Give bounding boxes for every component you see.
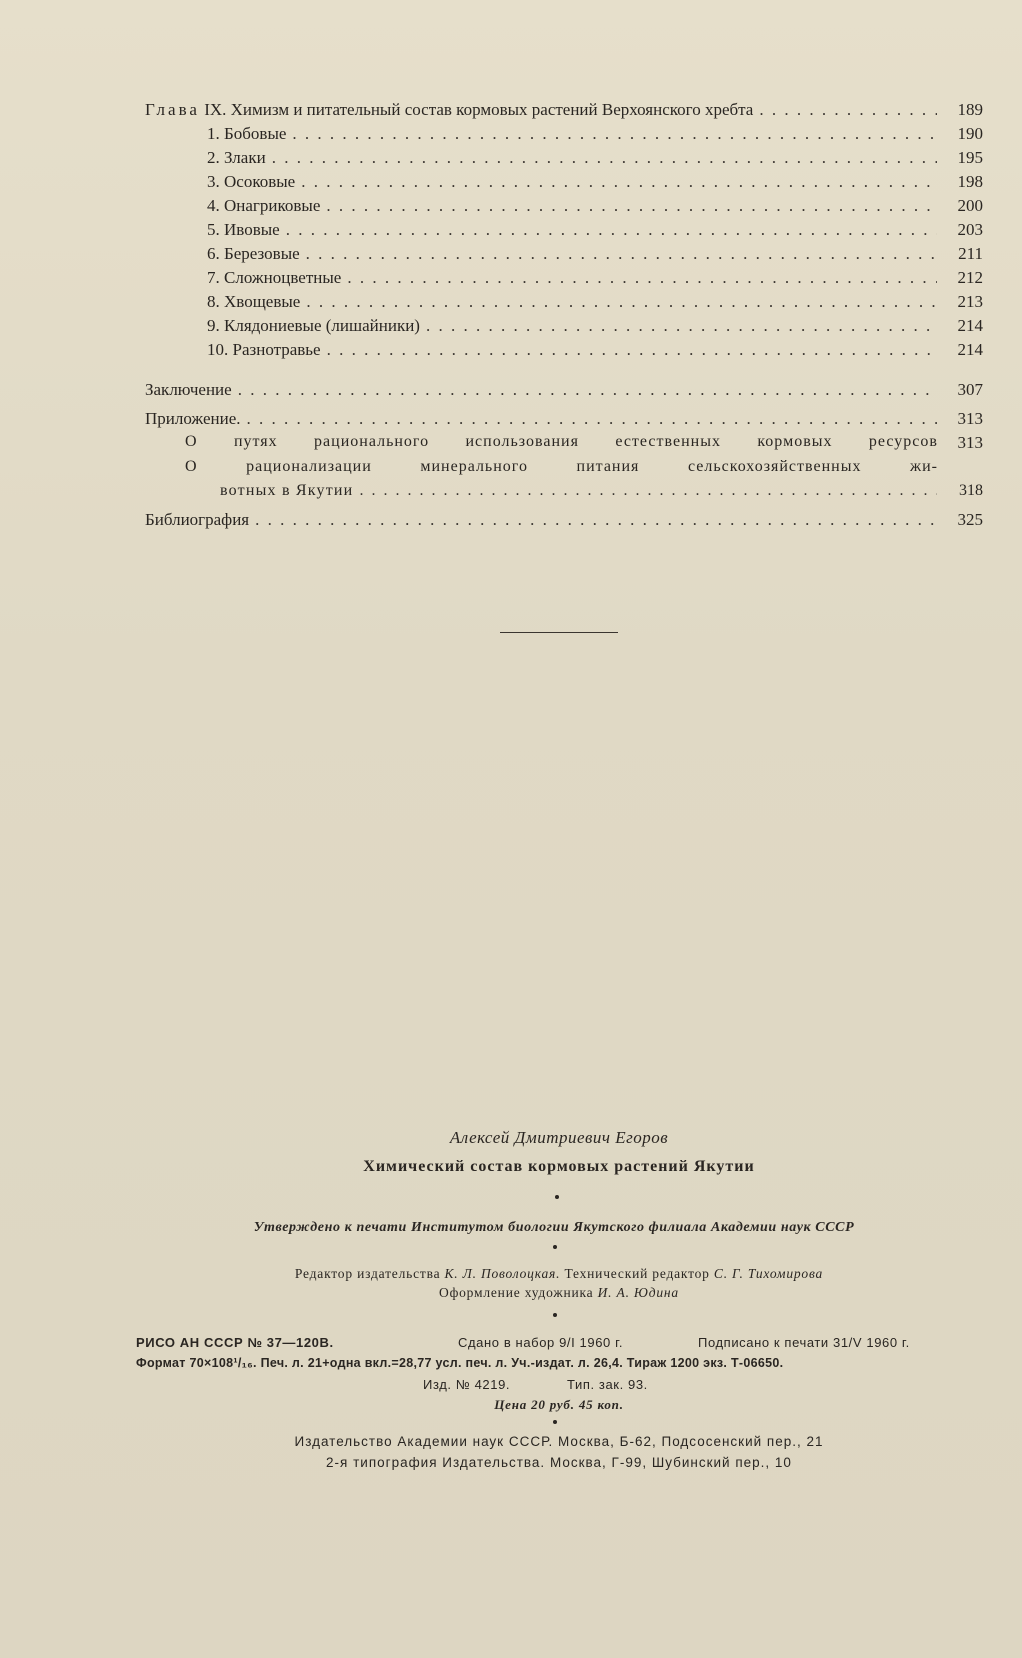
toc-item-page: 200 bbox=[957, 196, 983, 215]
toc-item-label: 3. Осоковые bbox=[207, 172, 296, 191]
leader-dots bbox=[301, 172, 937, 192]
toc-chapter-row bbox=[145, 100, 983, 124]
conclusion-label: Заключение bbox=[145, 380, 232, 399]
toc-item-page: 214 bbox=[957, 316, 983, 335]
publisher-line: Издательство Академии наук СССР. Москва, Б-62, Подсосенский пер., 21 bbox=[294, 1434, 824, 1449]
toc-item bbox=[145, 292, 983, 316]
toc-item-page: 195 bbox=[957, 148, 983, 167]
toc-item bbox=[145, 148, 983, 172]
toc-bibliography-row bbox=[145, 510, 983, 534]
toc-item bbox=[145, 244, 983, 268]
bibliography-label: Библиография bbox=[145, 510, 250, 529]
toc-appendix-row bbox=[145, 409, 983, 433]
leader-dots bbox=[238, 380, 937, 400]
leader-dots bbox=[426, 316, 937, 336]
leader-dots bbox=[272, 148, 937, 168]
toc-item-page: 211 bbox=[958, 244, 983, 263]
leader-dots bbox=[306, 292, 937, 312]
leader-dots bbox=[292, 124, 937, 144]
toc-item-label: 2. Злаки bbox=[207, 148, 266, 167]
bullet-separator bbox=[555, 1195, 559, 1199]
appendix-page: 313 bbox=[957, 409, 983, 428]
toc-item-label: 8. Хвощевые bbox=[207, 292, 301, 311]
bullet-separator bbox=[553, 1245, 557, 1249]
leader-dots bbox=[327, 340, 937, 360]
toc-item bbox=[145, 220, 983, 244]
toc-item-label: 7. Сложноцветные bbox=[207, 268, 342, 287]
toc-item bbox=[145, 196, 983, 220]
toc-item-label: 1. Бобовые bbox=[207, 124, 287, 143]
imprint-riso: РИСО АН СССР № 37—120В. bbox=[136, 1335, 334, 1350]
toc-item bbox=[145, 124, 983, 148]
leader-dots bbox=[286, 220, 937, 240]
leader-dots bbox=[326, 196, 937, 216]
toc-item bbox=[145, 172, 983, 196]
printer-line: 2-я типография Издательства. Москва, Г-99, Шубинский пер., 10 bbox=[326, 1455, 792, 1470]
appendix-sub2-line2: вотных в Якутии . . . 318 bbox=[220, 482, 983, 506]
leader-dots bbox=[255, 510, 937, 530]
approval-line: Утверждено к печати Институтом биологии Якутского филиала Академии наук СССР bbox=[253, 1220, 855, 1235]
editor-line: Редактор издательства К. Л. Поволоцкая. Технический редактор С. Г. Тихомирова bbox=[294, 1266, 824, 1281]
bullet-separator bbox=[553, 1313, 557, 1317]
toc-item-page: 198 bbox=[957, 172, 983, 191]
appendix-sub1-text: О путях рационального использования естественных кормовых ресурсов bbox=[185, 433, 938, 450]
appendix-sub1-row bbox=[145, 433, 983, 457]
book-title: Химический состав кормовых растений Якутии bbox=[363, 1158, 755, 1175]
leader-dots bbox=[247, 409, 938, 429]
leader-dots bbox=[359, 482, 937, 500]
toc-item-label: 10. Разнотравье bbox=[207, 340, 321, 359]
imprint-izd: Изд. № 4219. bbox=[423, 1377, 511, 1392]
artist-name: И. А. Юдина bbox=[597, 1285, 679, 1300]
leader-dots bbox=[306, 244, 937, 264]
toc-item-label: 6. Березовые bbox=[207, 244, 300, 263]
toc-item-label: 9. Клядониевые (лишайники) bbox=[207, 316, 420, 335]
section-divider bbox=[500, 632, 618, 633]
imprint-signed: Подписано к печати 31/V 1960 г. bbox=[698, 1335, 910, 1350]
toc-item-page: 190 bbox=[957, 124, 983, 143]
appendix-sub2-page: 318 bbox=[959, 482, 983, 499]
toc-conclusion-row bbox=[145, 380, 983, 404]
tech-editor-name: С. Г. Тихомирова bbox=[713, 1266, 824, 1281]
price-line: Цена 20 руб. 45 коп. bbox=[494, 1397, 624, 1412]
imprint-format: Формат 70×108¹/₁₆. Печ. л. 21+одна вкл.=28,77 усл. печ. л. Уч.-издат. л. 26,4. Тираж 1200 экз. Т-06650. bbox=[136, 1356, 784, 1370]
leader-dots bbox=[759, 100, 937, 120]
toc-item-page: 212 bbox=[957, 268, 983, 287]
imprint-sent: Сдано в набор 9/I 1960 г. bbox=[458, 1335, 624, 1350]
toc-item-page: 203 bbox=[957, 220, 983, 239]
toc-item-label: 4. Онагриковые bbox=[207, 196, 321, 215]
appendix-label: Приложение. bbox=[145, 409, 241, 428]
leader-dots bbox=[347, 268, 937, 288]
bibliography-page: 325 bbox=[957, 510, 983, 529]
toc-item-page: 213 bbox=[957, 292, 983, 311]
toc-item bbox=[145, 340, 983, 364]
toc-item bbox=[145, 268, 983, 292]
design-line: Оформление художника И. А. Юдина bbox=[439, 1285, 679, 1300]
author-name: Алексей Дмитриевич Егоров bbox=[449, 1128, 669, 1147]
bullet-separator bbox=[553, 1420, 557, 1424]
editor-name: К. Л. Поволоцкая. bbox=[444, 1266, 561, 1281]
appendix-sub1-page: 313 bbox=[957, 433, 983, 452]
chapter-prefix: Глава bbox=[145, 100, 200, 119]
chapter-page: 189 bbox=[957, 100, 983, 119]
appendix-sub2-text: О рационализации минерального питания сельскохозяйственных жи- bbox=[185, 458, 938, 475]
imprint-tip: Тип. зак. 93. bbox=[567, 1377, 648, 1392]
toc-item-page: 214 bbox=[957, 340, 983, 359]
toc-item bbox=[145, 316, 983, 340]
appendix-sub2-row bbox=[145, 458, 983, 506]
toc-item-label: 5. Ивовые bbox=[207, 220, 280, 239]
chapter-title: IX. Химизм и питательный состав кормовых растений Верхоянского хребта bbox=[204, 100, 754, 119]
conclusion-page: 307 bbox=[957, 380, 983, 399]
